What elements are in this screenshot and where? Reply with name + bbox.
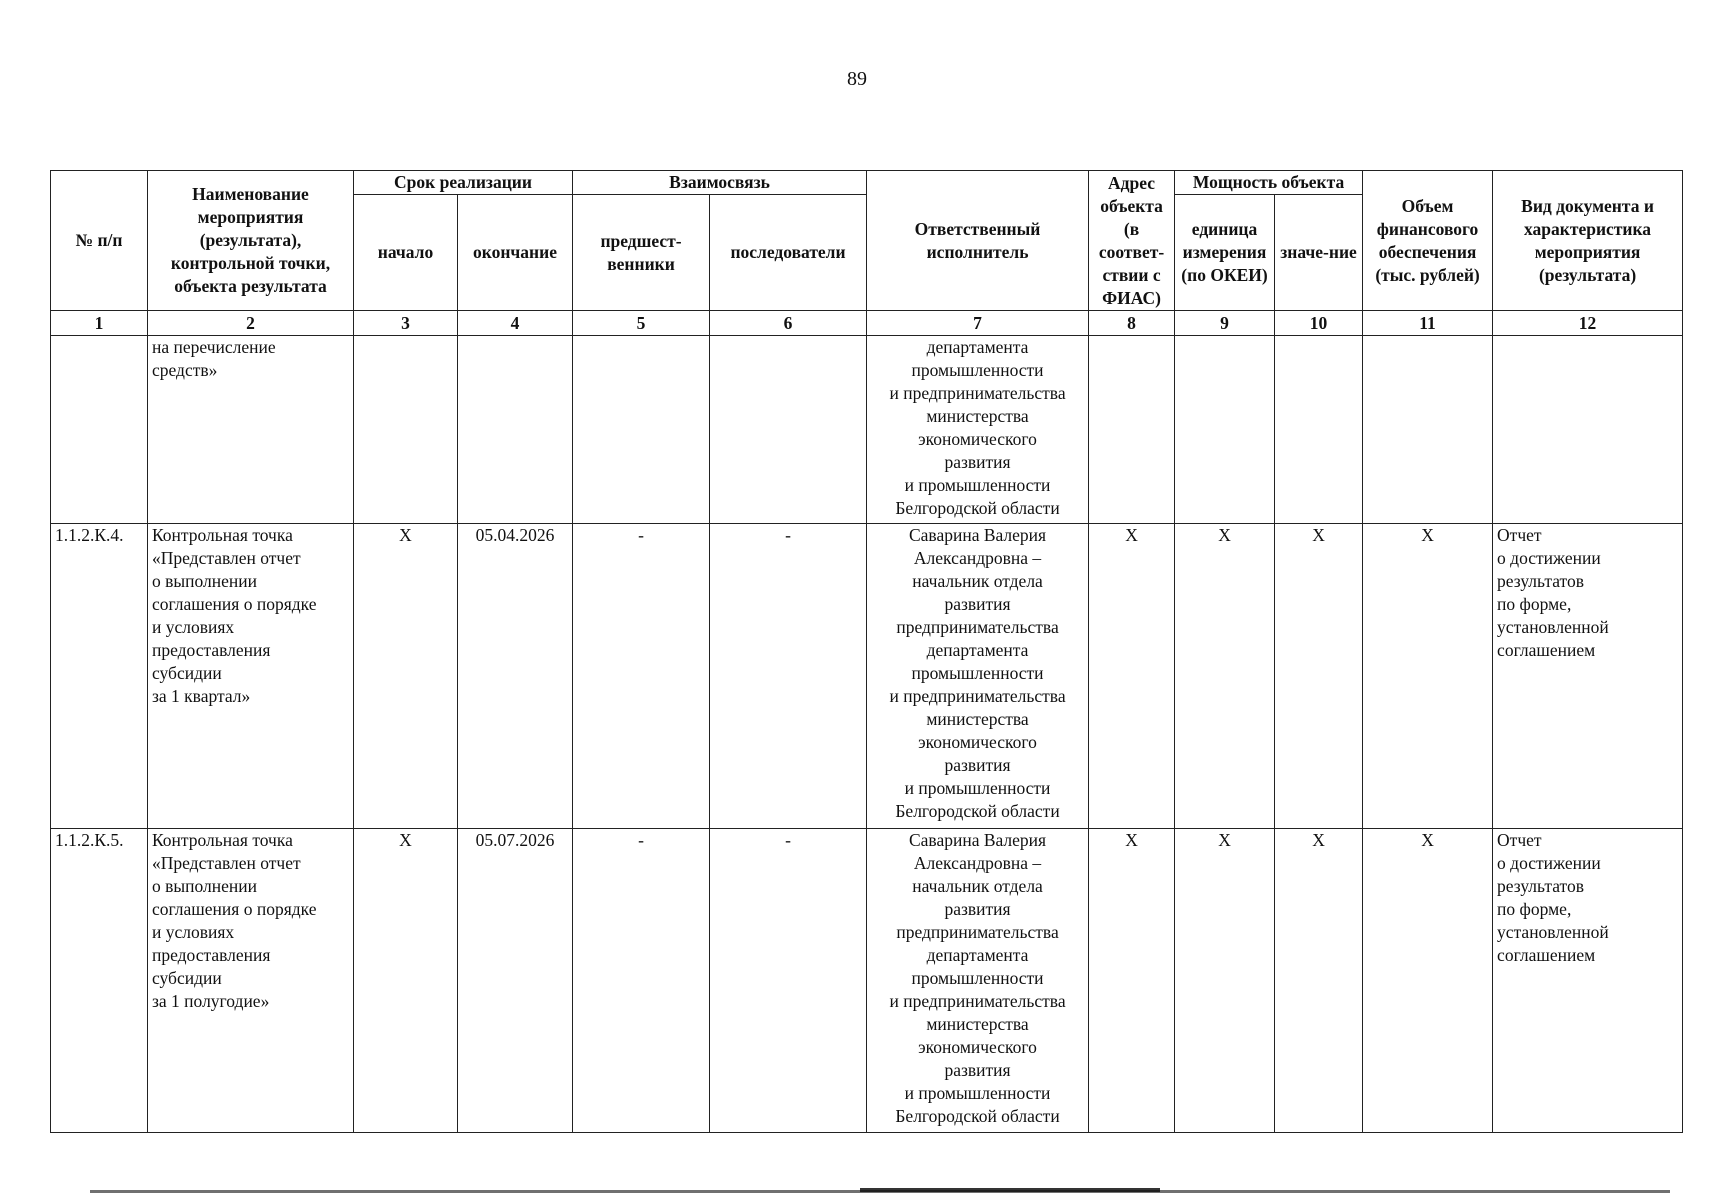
cell-value: X bbox=[1275, 828, 1363, 1132]
plan-table bbox=[50, 170, 1683, 1133]
text-line: департамента bbox=[926, 640, 1029, 661]
cell-address: X bbox=[1089, 828, 1175, 1132]
cell-doc bbox=[1493, 336, 1683, 524]
header-responsible: Ответственный исполнитель bbox=[867, 171, 1089, 311]
text-line: Отчет bbox=[1497, 525, 1542, 546]
text-line: промышленности bbox=[911, 967, 1044, 988]
cell-value bbox=[1275, 336, 1363, 524]
text-line: соглашения о порядке bbox=[152, 898, 317, 919]
header-relation: Взаимосвязь bbox=[573, 171, 867, 195]
text-line: и промышленности bbox=[904, 1082, 1051, 1103]
text-line: и условиях bbox=[152, 921, 235, 942]
cell-predecessors bbox=[573, 336, 710, 524]
column-number: 11 bbox=[1363, 311, 1493, 336]
text-line: предоставления bbox=[152, 944, 271, 965]
text-line: Белгородской области bbox=[895, 498, 1060, 518]
column-number: 3 bbox=[354, 311, 458, 336]
text-line: Отчет bbox=[1497, 829, 1542, 850]
cell-address bbox=[1089, 336, 1175, 524]
header-period: Срок реализации bbox=[354, 171, 573, 195]
cell-finance bbox=[1363, 336, 1493, 524]
text-line: установленной bbox=[1497, 617, 1609, 638]
cell-successors: - bbox=[710, 524, 867, 828]
text-line: промышленности bbox=[911, 360, 1044, 380]
cell-unit: X bbox=[1175, 828, 1275, 1132]
text-line: Александровна – bbox=[913, 548, 1042, 569]
text-line: развития bbox=[944, 898, 1011, 919]
cell-successors bbox=[710, 336, 867, 524]
header-finance: Объем финансового обеспечения (тыс. рублей) bbox=[1363, 171, 1493, 311]
column-numbers-row bbox=[51, 311, 1683, 336]
text-line: Контрольная точка bbox=[152, 829, 293, 850]
column-number: 5 bbox=[573, 311, 710, 336]
text-line: о достижении bbox=[1497, 548, 1601, 569]
text-line: департамента bbox=[926, 944, 1029, 965]
cell-finance: X bbox=[1363, 828, 1493, 1132]
scan-edge-mark bbox=[860, 1188, 1160, 1192]
text-line: установленной bbox=[1497, 921, 1609, 942]
header-no: № п/п bbox=[51, 171, 148, 311]
text-line: экономического bbox=[918, 1036, 1037, 1057]
text-line: начальник отдела bbox=[912, 571, 1043, 592]
column-number: 2 bbox=[148, 311, 354, 336]
cell-start: X bbox=[354, 524, 458, 828]
cell-responsible bbox=[867, 336, 1089, 524]
text-line: результатов bbox=[1497, 571, 1584, 592]
cell-end: 05.07.2026 bbox=[458, 828, 573, 1132]
cell-predecessors: - bbox=[573, 524, 710, 828]
cell-end: 05.04.2026 bbox=[458, 524, 573, 828]
text-line: департамента bbox=[926, 337, 1029, 357]
cell-start: X bbox=[354, 828, 458, 1132]
text-line: Контрольная точка bbox=[152, 525, 293, 546]
text-line: Белгородской области bbox=[895, 801, 1060, 822]
column-number: 12 bbox=[1493, 311, 1683, 336]
header-capacity: Мощность объекта bbox=[1175, 171, 1363, 195]
column-number: 8 bbox=[1089, 311, 1175, 336]
continuation-row bbox=[51, 336, 1683, 524]
text-line: предпринимательства bbox=[896, 617, 1059, 638]
header-unit: единица измерения (по ОКЕИ) bbox=[1175, 195, 1275, 311]
cell-name bbox=[148, 524, 354, 828]
header-successors: последователи bbox=[710, 195, 867, 311]
text-line: и условиях bbox=[152, 617, 235, 638]
cell-name bbox=[148, 828, 354, 1132]
text-line: по форме, bbox=[1497, 898, 1572, 919]
text-line: результатов bbox=[1497, 875, 1584, 896]
cell-address: X bbox=[1089, 524, 1175, 828]
text-line: и промышленности bbox=[904, 778, 1051, 799]
cell-unit: X bbox=[1175, 524, 1275, 828]
text-line: предоставления bbox=[152, 640, 271, 661]
text-line: и предпринимательства bbox=[889, 383, 1066, 403]
table-row bbox=[51, 828, 1683, 1132]
text-line: по форме, bbox=[1497, 594, 1572, 615]
text-line: экономического bbox=[918, 732, 1037, 753]
text-line: за 1 полугодие» bbox=[152, 990, 270, 1011]
text-line: соглашением bbox=[1497, 944, 1596, 965]
cell-no: 1.1.2.К.5. bbox=[51, 828, 148, 1132]
text-line: на перечисление bbox=[152, 337, 276, 357]
cell-responsible bbox=[867, 828, 1089, 1132]
text-line: Саварина Валерия bbox=[908, 829, 1047, 850]
text-line: министерства bbox=[926, 709, 1029, 730]
text-line: и промышленности bbox=[904, 475, 1051, 495]
text-line: о выполнении bbox=[152, 875, 257, 896]
text-line: о достижении bbox=[1497, 852, 1601, 873]
cell-value: X bbox=[1275, 524, 1363, 828]
text-line: соглашения о порядке bbox=[152, 594, 317, 615]
table-row bbox=[51, 524, 1683, 828]
text-line: развития bbox=[944, 1059, 1011, 1080]
page-number: 89 bbox=[847, 68, 867, 90]
text-line: за 1 квартал» bbox=[152, 686, 251, 707]
text-line: министерства bbox=[926, 1013, 1029, 1034]
cell-start bbox=[354, 336, 458, 524]
header-end: окончание bbox=[458, 195, 573, 311]
text-line: предпринимательства bbox=[896, 921, 1059, 942]
text-line: развития bbox=[944, 594, 1011, 615]
cell-no bbox=[51, 336, 148, 524]
text-line: развития bbox=[944, 452, 1011, 472]
text-line: развития bbox=[944, 755, 1011, 776]
text-line: соглашением bbox=[1497, 640, 1596, 661]
cell-predecessors: - bbox=[573, 828, 710, 1132]
cell-responsible bbox=[867, 524, 1089, 828]
column-number: 7 bbox=[867, 311, 1089, 336]
cell-doc bbox=[1493, 828, 1683, 1132]
header-name: Наименование мероприятия (результата), контрольной точки, объекта результата bbox=[148, 171, 354, 311]
text-line: и предпринимательства bbox=[889, 990, 1066, 1011]
text-line: Саварина Валерия bbox=[908, 525, 1047, 546]
cell-end bbox=[458, 336, 573, 524]
header-start: начало bbox=[354, 195, 458, 311]
text-line: Александровна – bbox=[913, 852, 1042, 873]
text-line: «Представлен отчет bbox=[152, 852, 301, 873]
text-line: «Представлен отчет bbox=[152, 548, 301, 569]
text-line: субсидии bbox=[152, 967, 222, 988]
header-predecessors: предшест-венники bbox=[573, 195, 710, 311]
text-line: промышленности bbox=[911, 663, 1044, 684]
header-value: значе-ние bbox=[1275, 195, 1363, 311]
cell-name bbox=[148, 336, 354, 524]
text-line: Белгородской области bbox=[895, 1105, 1060, 1126]
text-line: начальник отдела bbox=[912, 875, 1043, 896]
column-number: 1 bbox=[51, 311, 148, 336]
cell-unit bbox=[1175, 336, 1275, 524]
text-line: и предпринимательства bbox=[889, 686, 1066, 707]
cell-finance: X bbox=[1363, 524, 1493, 828]
cell-successors: - bbox=[710, 828, 867, 1132]
cell-doc bbox=[1493, 524, 1683, 828]
text-line: экономического bbox=[918, 429, 1037, 449]
text-line: о выполнении bbox=[152, 571, 257, 592]
text-line: министерства bbox=[926, 406, 1029, 426]
column-number: 4 bbox=[458, 311, 573, 336]
cell-no: 1.1.2.К.4. bbox=[51, 524, 148, 828]
column-number: 10 bbox=[1275, 311, 1363, 336]
column-number: 9 bbox=[1175, 311, 1275, 336]
text-line: субсидии bbox=[152, 663, 222, 684]
text-line: средств» bbox=[152, 360, 218, 380]
header-doc: Вид документа и характеристика мероприятия (результата) bbox=[1493, 171, 1683, 311]
column-number: 6 bbox=[710, 311, 867, 336]
header-address: Адрес объекта (в соответ-ствии с ФИАС) bbox=[1089, 171, 1175, 311]
